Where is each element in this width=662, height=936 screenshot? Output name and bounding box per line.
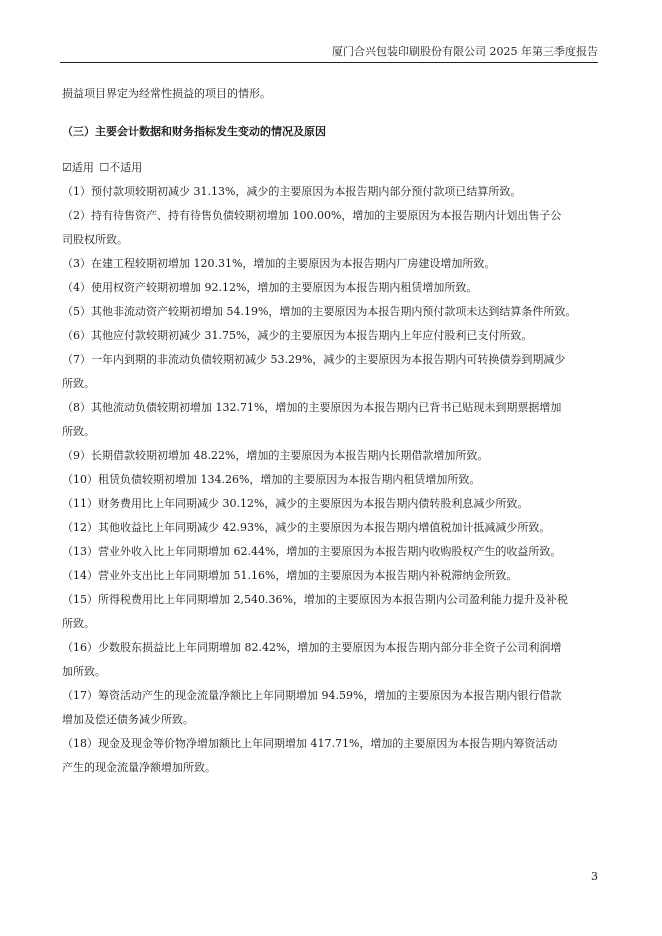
list-item-line: （16）少数股东损益比上年同期增加 82.42%，增加的主要原因为本报告期内部分非全资子公司利润增 (62, 641, 562, 654)
list-item (62, 328, 602, 344)
list-item (62, 400, 602, 440)
list-item-line: （10）租赁负债较期初增加 134.26%，增加的主要原因为本报告期内租赁增加所致。 (62, 473, 481, 486)
list-item-line: （18）现金及现金等价物净增加额比上年同期增加 417.71%，增加的主要原因为本报告期内筹资活动 (62, 737, 558, 750)
list-item (62, 736, 602, 776)
list-item-line: 司股权所致。 (62, 233, 128, 246)
list-item-line: （11）财务费用比上年同期减少 30.12%，减少的主要原因为本报告期内债转股利息减少所致。 (62, 497, 529, 510)
list-item (62, 280, 602, 296)
list-item (62, 184, 602, 200)
list-item-line: 所致。 (62, 425, 95, 438)
list-item (62, 592, 602, 632)
list-item-line: （2）持有待售资产、持有待售负债较期初增加 100.00%，增加的主要原因为本报告期内计划出售子公 (62, 209, 562, 222)
list-item (62, 688, 602, 728)
applicable-option: ☑适用 (62, 161, 94, 174)
list-item-line: （14）营业外支出比上年同期增加 51.16%，增加的主要原因为本报告期内补税滞纳金所致。 (62, 569, 518, 582)
list-item (62, 544, 602, 560)
list-item-line: （8）其他流动负债较期初增加 132.71%，增加的主要原因为本报告期内已背书已贴现未到期票据增加 (62, 401, 562, 414)
list-item-line: （15）所得税费用比上年同期增加 2,540.36%，增加的主要原因为本报告期内公司盈利能力提升及补税 (62, 593, 568, 606)
list-item (62, 256, 602, 272)
list-item-line: （12）其他收益比上年同期减少 42.93%，减少的主要原因为本报告期内增值税加计抵减减少所致。 (62, 521, 551, 534)
list-item-line: （4）使用权资产较期初增加 92.12%，增加的主要原因为本报告期内租赁增加所致。 (62, 281, 478, 294)
page-number: 3 (591, 870, 598, 883)
list-item-line: 所致。 (62, 617, 95, 630)
list-item (62, 352, 602, 392)
list-item-line: （5）其他非流动资产较期初增加 54.19%，增加的主要原因为本报告期内预付款项未达到结算条件所致。 (62, 305, 577, 318)
list-item-line: 增加及偿还债务减少所致。 (62, 713, 194, 726)
intro-text: 损益项目界定为经常性损益的项目的情形。 (62, 87, 271, 100)
list-item-line: （3）在建工程较期初增加 120.31%，增加的主要原因为本报告期内厂房建设增加所致。 (62, 257, 496, 270)
list-item (62, 496, 602, 512)
report-title: 厦门合兴包装印刷股份有限公司 2025 年第三季度报告 (332, 45, 598, 58)
list-item (62, 520, 602, 536)
list-item-line: （7）一年内到期的非流动负债较期初减少 53.29%，减少的主要原因为本报告期内可转换债券到期减少 (62, 353, 566, 366)
list-item (62, 568, 602, 584)
list-item-line: （6）其他应付款较期初减少 31.75%，减少的主要原因为本报告期内上年应付股利已支付所致。 (62, 329, 533, 342)
change-reasons-list (62, 184, 602, 784)
list-item-line: 产生的现金流量净额增加所致。 (62, 761, 216, 774)
page-header (60, 44, 598, 63)
list-item-line: （9）长期借款较期初增加 48.22%，增加的主要原因为本报告期内长期借款增加所致。 (62, 449, 489, 462)
list-item-line: （1）预付款项较期初减少 31.13%，减少的主要原因为本报告期内部分预付款项已结算所致。 (62, 185, 522, 198)
list-item-line: 加所致。 (62, 665, 106, 678)
list-item (62, 640, 602, 680)
list-item (62, 472, 602, 488)
list-item (62, 304, 602, 320)
not-applicable-option: ☐不适用 (99, 161, 143, 174)
section-title: （三）主要会计数据和财务指标发生变动的情况及原因 (62, 125, 326, 138)
list-item-line: （13）营业外收入比上年同期增加 62.44%，增加的主要原因为本报告期内收购股权产生的收益所致。 (62, 545, 562, 558)
list-item (62, 448, 602, 464)
applicability-options (62, 160, 144, 176)
list-item (62, 208, 602, 248)
list-item-line: 所致。 (62, 377, 95, 390)
list-item-line: （17）筹资活动产生的现金流量净额比上年同期增加 94.59%，增加的主要原因为本报告期内银行借款 (62, 689, 562, 702)
